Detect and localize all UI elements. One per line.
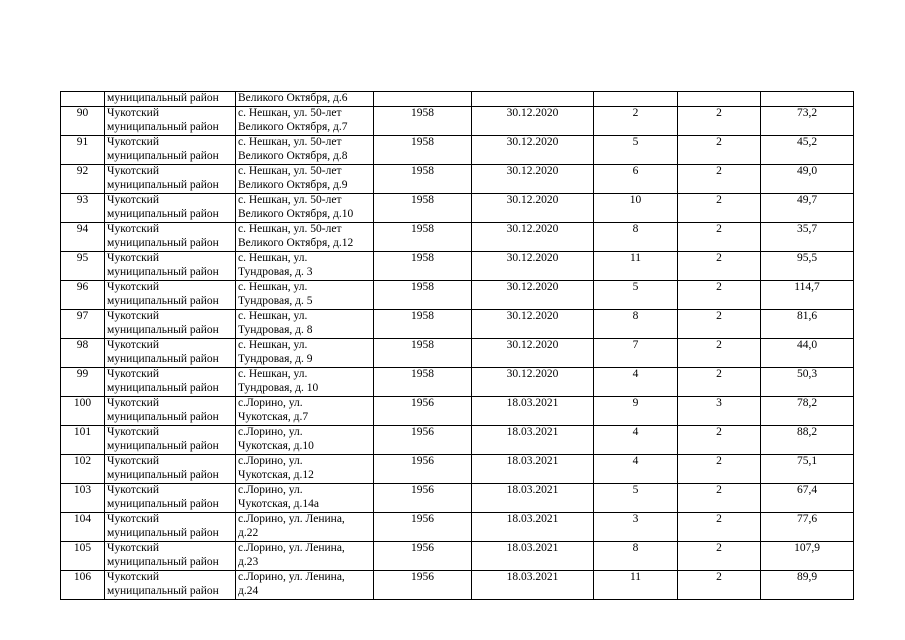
cell-date: 18.03.2021	[472, 484, 594, 513]
cell-district-line: муниципальный район	[107, 294, 219, 307]
cell-b: 2	[678, 136, 761, 165]
cell-district	[105, 194, 236, 223]
cell-num	[61, 92, 105, 107]
cell-district-line: Чукотский	[107, 107, 159, 119]
cell-district	[105, 426, 236, 455]
cell-address	[236, 513, 374, 542]
cell-district-line: Чукотский	[107, 165, 159, 177]
cell-address-line: д.22	[238, 526, 259, 539]
cell-district-line: муниципальный район	[107, 410, 219, 423]
cell-district	[105, 165, 236, 194]
cell-address-line: Тундровая, д. 5	[238, 294, 313, 307]
cell-address	[236, 339, 374, 368]
table-row	[61, 339, 854, 368]
cell-a: 8	[594, 223, 678, 252]
cell-address-line: д.24	[238, 584, 259, 597]
cell-b: 2	[678, 455, 761, 484]
table-row	[61, 397, 854, 426]
cell-num: 105	[61, 542, 105, 571]
cell-num: 91	[61, 136, 105, 165]
cell-num: 101	[61, 426, 105, 455]
cell-year: 1956	[374, 542, 472, 571]
cell-address	[236, 484, 374, 513]
cell-area: 88,2	[761, 426, 854, 455]
cell-b: 2	[678, 252, 761, 281]
cell-num: 92	[61, 165, 105, 194]
cell-date: 30.12.2020	[472, 339, 594, 368]
cell-num: 96	[61, 281, 105, 310]
cell-district	[105, 484, 236, 513]
cell-year: 1956	[374, 455, 472, 484]
cell-district-line: Чукотский	[107, 252, 159, 264]
cell-num: 97	[61, 310, 105, 339]
cell-b: 2	[678, 194, 761, 223]
table-row	[61, 484, 854, 513]
cell-address	[236, 252, 374, 281]
cell-district-line: муниципальный район	[107, 178, 219, 191]
table-row	[61, 542, 854, 571]
cell-address-line: с.Лорино, ул. Ленина,	[238, 542, 345, 554]
cell-a: 4	[594, 426, 678, 455]
cell-address-line: с.Лорино, ул. Ленина,	[238, 571, 345, 583]
cell-district-line: Чукотский	[107, 455, 159, 467]
cell-num: 95	[61, 252, 105, 281]
cell-date: 18.03.2021	[472, 542, 594, 571]
cell-address	[236, 397, 374, 426]
cell-district	[105, 368, 236, 397]
cell-b: 3	[678, 397, 761, 426]
cell-district	[105, 281, 236, 310]
cell-b: 2	[678, 339, 761, 368]
cell-year: 1958	[374, 194, 472, 223]
cell-num: 100	[61, 397, 105, 426]
cell-district-line: муниципальный район	[107, 439, 219, 452]
cell-district-line: Чукотский	[107, 513, 159, 525]
cell-date: 30.12.2020	[472, 252, 594, 281]
cell-district-line: Чукотский	[107, 339, 159, 351]
cell-address-line: Великого Октября, д.10	[238, 207, 354, 220]
cell-area: 67,4	[761, 484, 854, 513]
cell-address	[236, 310, 374, 339]
cell-area: 75,1	[761, 455, 854, 484]
cell-date: 30.12.2020	[472, 165, 594, 194]
cell-address-line: с. Нешкан, ул. 50-лет	[238, 107, 342, 119]
cell-district	[105, 223, 236, 252]
cell-district-line: Чукотский	[107, 368, 159, 380]
cell-a: 8	[594, 310, 678, 339]
cell-area: 45,2	[761, 136, 854, 165]
cell-num: 104	[61, 513, 105, 542]
cell-a: 6	[594, 165, 678, 194]
cell-district-line: Чукотский	[107, 281, 159, 293]
cell-year: 1956	[374, 397, 472, 426]
cell-area: 73,2	[761, 107, 854, 136]
cell-year: 1958	[374, 136, 472, 165]
cell-district	[105, 397, 236, 426]
cell-district	[105, 107, 236, 136]
cell-address-line: с. Нешкан, ул.	[238, 310, 308, 322]
cell-area: 114,7	[761, 281, 854, 310]
cell-district	[105, 455, 236, 484]
cell-district-line: Чукотский	[107, 397, 159, 409]
cell-address-line: Великого Октября, д.8	[238, 149, 348, 162]
cell-b: 2	[678, 484, 761, 513]
cell-district-line: муниципальный район	[107, 555, 219, 568]
cell-year: 1958	[374, 281, 472, 310]
cell-area: 49,0	[761, 165, 854, 194]
cell-address-line: Тундровая, д. 3	[238, 265, 313, 278]
cell-district	[105, 571, 236, 600]
cell-district-line: Чукотский	[107, 136, 159, 148]
cell-address-line: с. Нешкан, ул.	[238, 339, 308, 351]
cell-address: Великого Октября, д.6	[236, 92, 374, 107]
cell-b: 2	[678, 281, 761, 310]
cell-year: 1956	[374, 426, 472, 455]
cell-district	[105, 513, 236, 542]
cell-year: 1958	[374, 339, 472, 368]
cell-address-line: с. Нешкан, ул. 50-лет	[238, 136, 342, 148]
cell-a: 5	[594, 136, 678, 165]
cell-district-line: Чукотский	[107, 310, 159, 322]
cell-address-line: с. Нешкан, ул.	[238, 368, 308, 380]
cell-district-line: муниципальный район	[107, 352, 219, 365]
cell-address	[236, 368, 374, 397]
cell-num: 102	[61, 455, 105, 484]
cell-district-line: Чукотский	[107, 542, 159, 554]
cell-address-line: с.Лорино, ул.	[238, 484, 303, 496]
cell-b: 2	[678, 368, 761, 397]
cell-date: 30.12.2020	[472, 368, 594, 397]
cell-year: 1958	[374, 368, 472, 397]
cell-address	[236, 165, 374, 194]
cell-district-line: муниципальный район	[107, 323, 219, 336]
cell-area: 50,3	[761, 368, 854, 397]
cell-year: 1958	[374, 107, 472, 136]
table-body	[61, 92, 854, 600]
cell-address	[236, 107, 374, 136]
cell-address-line: с.Лорино, ул.	[238, 426, 303, 438]
table-row	[61, 455, 854, 484]
table-row	[61, 513, 854, 542]
cell-address-line: Великого Октября, д.7	[238, 120, 348, 133]
cell-year: 1958	[374, 223, 472, 252]
cell-a: 2	[594, 107, 678, 136]
cell-date: 30.12.2020	[472, 310, 594, 339]
cell-district	[105, 542, 236, 571]
cell-date: 18.03.2021	[472, 426, 594, 455]
cell-num: 98	[61, 339, 105, 368]
cell-year	[374, 92, 472, 107]
cell-year: 1958	[374, 252, 472, 281]
cell-district	[105, 252, 236, 281]
cell-area: 95,5	[761, 252, 854, 281]
cell-date: 18.03.2021	[472, 513, 594, 542]
cell-b: 2	[678, 571, 761, 600]
cell-district-line: муниципальный район	[107, 236, 219, 249]
cell-a: 7	[594, 339, 678, 368]
cell-address	[236, 455, 374, 484]
cell-address-line: с.Лорино, ул. Ленина,	[238, 513, 345, 525]
cell-district-line: Чукотский	[107, 194, 159, 206]
cell-a	[594, 92, 678, 107]
cell-num: 99	[61, 368, 105, 397]
cell-num: 94	[61, 223, 105, 252]
cell-date: 30.12.2020	[472, 107, 594, 136]
cell-b: 2	[678, 107, 761, 136]
table-row	[61, 281, 854, 310]
cell-district-line: муниципальный район	[107, 120, 219, 133]
cell-num: 93	[61, 194, 105, 223]
cell-b: 2	[678, 426, 761, 455]
cell-district-line: муниципальный район	[107, 584, 219, 597]
table-row	[61, 107, 854, 136]
cell-a: 4	[594, 455, 678, 484]
table-row	[61, 571, 854, 600]
table-row	[61, 252, 854, 281]
cell-district-line: муниципальный район	[107, 265, 219, 278]
cell-district	[105, 310, 236, 339]
cell-area: 35,7	[761, 223, 854, 252]
housing-registry-table	[60, 91, 854, 600]
cell-area: 44,0	[761, 339, 854, 368]
cell-district-line: Чукотский	[107, 484, 159, 496]
cell-address-line: Чукотская, д.7	[238, 410, 309, 423]
cell-year: 1956	[374, 571, 472, 600]
cell-area	[761, 92, 854, 107]
cell-district-line: Чукотский	[107, 223, 159, 235]
cell-year: 1958	[374, 310, 472, 339]
cell-num: 90	[61, 107, 105, 136]
cell-area: 49,7	[761, 194, 854, 223]
cell-address-line: Тундровая, д. 8	[238, 323, 313, 336]
cell-date: 30.12.2020	[472, 281, 594, 310]
cell-a: 3	[594, 513, 678, 542]
cell-area: 78,2	[761, 397, 854, 426]
cell-a: 4	[594, 368, 678, 397]
cell-district: муниципальный район	[105, 92, 236, 107]
cell-district-line: муниципальный район	[107, 381, 219, 394]
cell-address-line: с. Нешкан, ул. 50-лет	[238, 194, 342, 206]
cell-area: 77,6	[761, 513, 854, 542]
table-row	[61, 165, 854, 194]
table-row	[61, 310, 854, 339]
cell-district	[105, 136, 236, 165]
cell-year: 1958	[374, 165, 472, 194]
cell-address	[236, 194, 374, 223]
cell-address-line: с.Лорино, ул.	[238, 397, 303, 409]
cell-address-line: Великого Октября, д.9	[238, 178, 348, 191]
cell-district-line: Чукотский	[107, 571, 159, 583]
cell-b	[678, 92, 761, 107]
cell-district	[105, 339, 236, 368]
cell-address	[236, 571, 374, 600]
cell-a: 8	[594, 542, 678, 571]
cell-date: 30.12.2020	[472, 223, 594, 252]
cell-address-line: Великого Октября, д.12	[238, 236, 354, 249]
table-row	[61, 136, 854, 165]
cell-a: 10	[594, 194, 678, 223]
cell-district-line: муниципальный район	[107, 497, 219, 510]
cell-a: 11	[594, 252, 678, 281]
cell-address	[236, 281, 374, 310]
cell-address-line: Тундровая, д. 10	[238, 381, 319, 394]
cell-address-line: с. Нешкан, ул. 50-лет	[238, 223, 342, 235]
cell-address-line: Тундровая, д. 9	[238, 352, 313, 365]
cell-district-line: муниципальный район	[107, 526, 219, 539]
cell-b: 2	[678, 223, 761, 252]
cell-num: 106	[61, 571, 105, 600]
cell-a: 5	[594, 484, 678, 513]
cell-address-line: д.23	[238, 555, 259, 568]
cell-a: 11	[594, 571, 678, 600]
cell-date: 30.12.2020	[472, 136, 594, 165]
cell-address-line: с. Нешкан, ул.	[238, 252, 308, 264]
cell-area: 81,6	[761, 310, 854, 339]
cell-a: 5	[594, 281, 678, 310]
cell-address-line: с.Лорино, ул.	[238, 455, 303, 467]
table-row-continued	[61, 92, 854, 107]
cell-address	[236, 223, 374, 252]
cell-address-line: с. Нешкан, ул.	[238, 281, 308, 293]
cell-b: 2	[678, 513, 761, 542]
cell-district-line: муниципальный район	[107, 207, 219, 220]
cell-b: 2	[678, 165, 761, 194]
cell-a: 9	[594, 397, 678, 426]
cell-address-line: Чукотская, д.14а	[238, 497, 319, 510]
cell-b: 2	[678, 542, 761, 571]
table-row	[61, 368, 854, 397]
cell-b: 2	[678, 310, 761, 339]
cell-district-line: Чукотский	[107, 426, 159, 438]
cell-year: 1956	[374, 513, 472, 542]
cell-year: 1956	[374, 484, 472, 513]
cell-address	[236, 136, 374, 165]
table-row	[61, 426, 854, 455]
table-row	[61, 194, 854, 223]
cell-date: 30.12.2020	[472, 194, 594, 223]
table-row	[61, 223, 854, 252]
cell-date: 18.03.2021	[472, 571, 594, 600]
cell-address	[236, 426, 374, 455]
cell-district-line: муниципальный район	[107, 468, 219, 481]
cell-date: 18.03.2021	[472, 455, 594, 484]
cell-num: 103	[61, 484, 105, 513]
cell-address-line: Чукотская, д.12	[238, 468, 314, 481]
cell-address-line: с. Нешкан, ул. 50-лет	[238, 165, 342, 177]
cell-date	[472, 92, 594, 107]
cell-address	[236, 542, 374, 571]
cell-area: 89,9	[761, 571, 854, 600]
cell-address-line: Чукотская, д.10	[238, 439, 314, 452]
cell-district-line: муниципальный район	[107, 149, 219, 162]
cell-area: 107,9	[761, 542, 854, 571]
cell-date: 18.03.2021	[472, 397, 594, 426]
